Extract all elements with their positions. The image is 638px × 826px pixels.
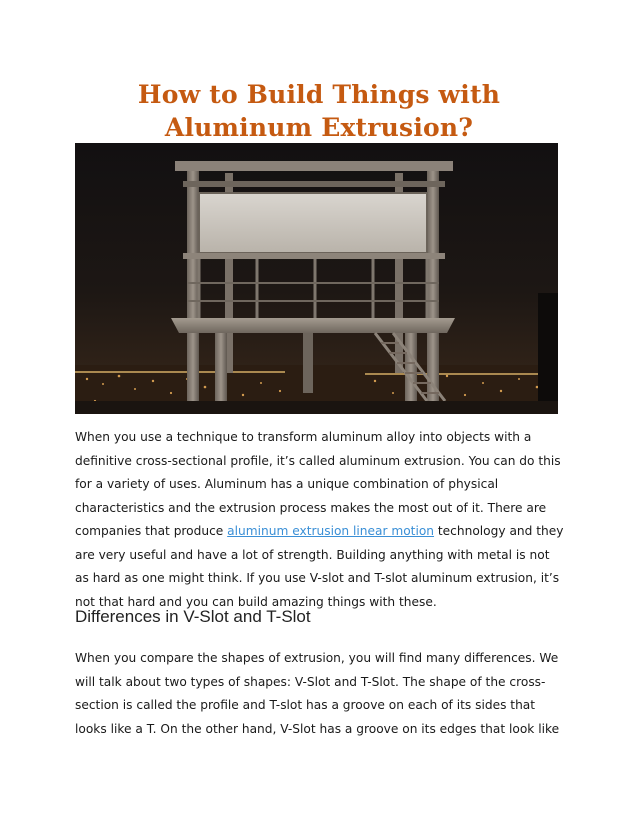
intro-line-1: When you use a technique to transform aluminum alloy into objects with a [75,430,532,444]
intro-line-5-post: technology and they [434,524,564,538]
intro-line-8: not that hard and you can build amazing things with these. [75,594,437,609]
section-line-1: When you compare the shapes of extrusion, you will find many differences. We [75,651,559,665]
section-line-4: looks like a T. On the other hand, V-Slot has a groove on its edges that look like [75,721,560,736]
intro-line-2: definitive cross-sectional profile, it’s called aluminum extrusion. You can do this [75,453,561,468]
section-line-2: will talk about two types of shapes: V-Slot and T-Slot. The shape of the cross- [75,674,546,689]
page-title-line-2: Aluminum Extrusion? [164,113,474,142]
intro-line-6: are very useful and have a lot of strength. Building anything with metal is not [75,547,550,562]
aluminum-structure-photo [75,143,558,414]
page-title-line-1: How to Build Things with [137,80,501,109]
intro-line-5 [75,520,565,544]
section-paragraph [75,647,565,741]
section-line-3: section is called the profile and T-slot has a groove on each of its sides that [75,698,536,712]
intro-line-3: for a variety of uses. Aluminum has a unique combination of physical [75,477,499,491]
intro-line-7: as hard as one might think. If you use V-slot and T-slot aluminum extrusion, it’s [75,571,560,585]
aluminum-extrusion-link[interactable]: aluminum extrusion linear motion [227,524,435,538]
intro-line-4: characteristics and the extrusion process makes the most out of it. There are [75,500,547,515]
section-heading: Differences in V-Slot and T-Slot [75,607,311,626]
intro-line-5-pre: companies that produce [75,524,228,538]
intro-paragraph [75,426,565,614]
